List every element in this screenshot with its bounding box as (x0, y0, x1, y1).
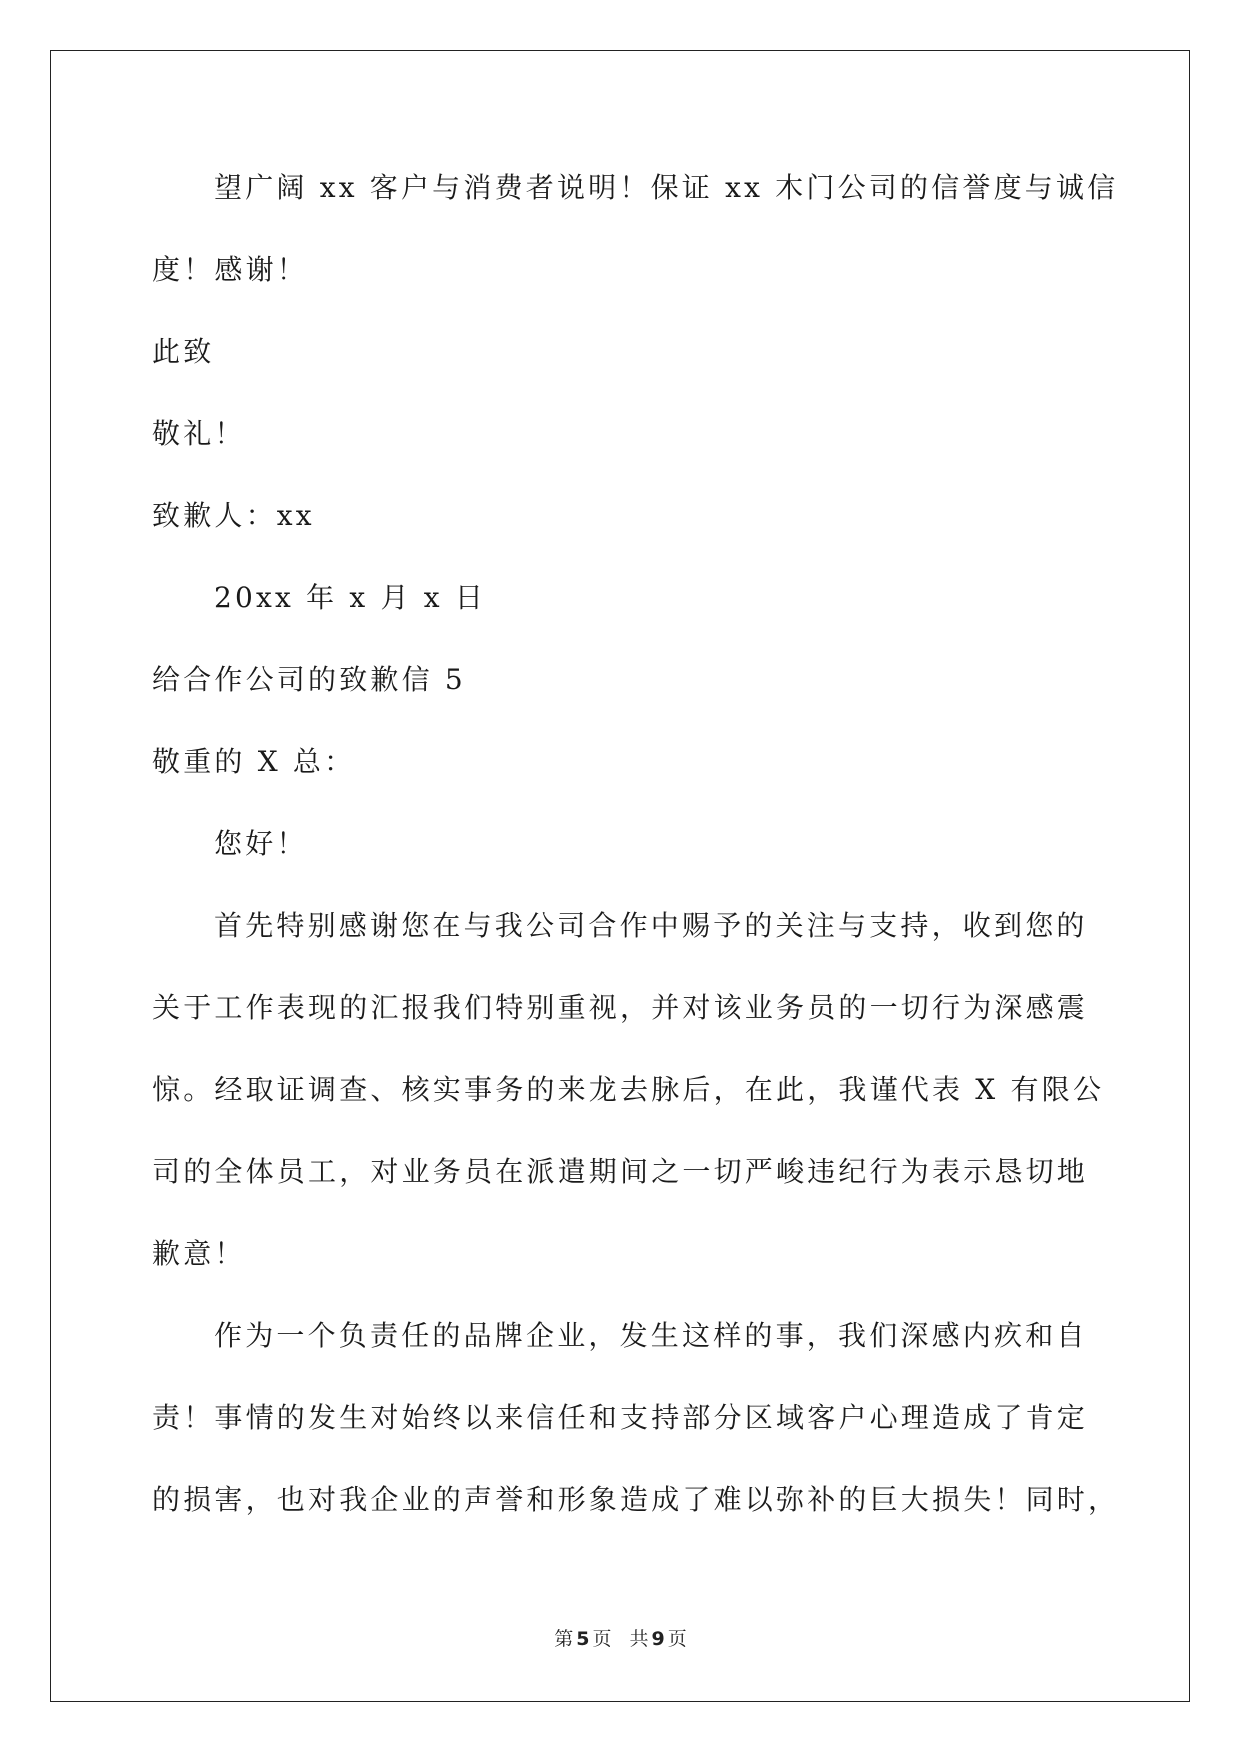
page-footer (0, 1624, 1241, 1651)
paragraph-line: 关于工作表现的汇报我们特别重视，并对该业务员的一切行为深感震 (152, 991, 1089, 1024)
paragraph-line: 责！事情的发生对始终以来信任和支持部分区域客户心理造成了肯定 (152, 1401, 1089, 1434)
paragraph-line: 作为一个负责任的品牌企业，发生这样的事，我们深感内疚和自 (214, 1319, 1088, 1352)
paragraph-line: 度！感谢！ (152, 253, 309, 286)
salutation: 敬重的 X 总： (152, 745, 356, 778)
closing-line: 此致 (152, 335, 215, 368)
paragraph-line: 望广阔 xx 客户与消费者说明！保证 xx 木门公司的信誉度与诚信 (214, 171, 1119, 204)
section-title: 给合作公司的致歉信 5 (152, 663, 466, 696)
footer-page-suffix: 页 (592, 1628, 612, 1650)
page-border (50, 50, 1190, 1702)
paragraph-line: 惊。经取证调查、核实事务的来龙去脉后，在此，我谨代表 X 有限公 (152, 1073, 1105, 1106)
paragraph-line: 歉意！ (152, 1237, 246, 1270)
footer-total-suffix: 页 (667, 1628, 687, 1650)
paragraph-line: 首先特别感谢您在与我公司合作中赐予的关注与支持，收到您的 (214, 909, 1088, 942)
greeting: 您好！ (214, 827, 308, 860)
paragraph-line: 的损害，也对我企业的声誉和形象造成了难以弥补的巨大损失！同时， (152, 1483, 1120, 1516)
date-line: 20xx 年 x 月 x 日 (214, 581, 487, 614)
total-pages-number: 9 (651, 1628, 665, 1650)
closing-salutation: 敬礼！ (152, 417, 246, 450)
current-page-number: 5 (576, 1628, 590, 1650)
paragraph-line: 司的全体员工，对业务员在派遣期间之一切严峻违纪行为表示恳切地 (152, 1155, 1089, 1188)
footer-prefix: 第 (554, 1628, 574, 1650)
footer-total-prefix: 共 (629, 1628, 649, 1650)
signature-line: 致歉人：xx (152, 499, 315, 532)
